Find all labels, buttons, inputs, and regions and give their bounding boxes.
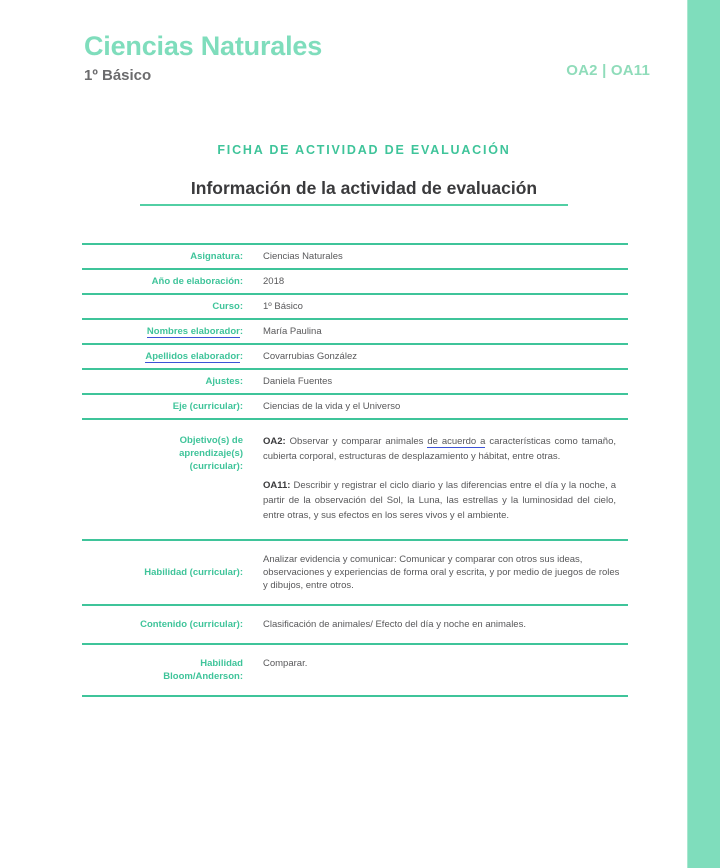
row-label-line: aprendizaje(s)	[179, 448, 243, 459]
page-title: Información de la actividad de evaluación	[190, 178, 538, 198]
row-label: Curso:	[212, 301, 243, 312]
row-value: 2018	[263, 276, 285, 287]
row-label: Año de elaboración:	[151, 276, 243, 287]
table-row-skill	[82, 540, 628, 605]
spellcheck-flagged-text: Nombres elaborador	[146, 326, 240, 337]
grammarcheck-flagged-text: de acuerdo a	[427, 436, 486, 447]
objective-text-after: características como tamaño, cubierta corporal, estructuras de desplazamiento y hábitat, entre otras.	[263, 436, 617, 462]
table-row	[82, 394, 628, 419]
table-row	[82, 244, 628, 269]
row-label-line: Bloom/Anderson:	[163, 671, 243, 682]
table-row-objectives	[82, 419, 628, 540]
row-value: Daniela Fuentes	[263, 376, 333, 387]
objective-code: OA11:	[263, 480, 291, 491]
activity-info-table	[82, 243, 628, 697]
row-label	[82, 344, 263, 369]
objective-oa11	[263, 478, 616, 523]
row-label: Asignatura:	[190, 251, 243, 262]
row-label: Ajustes:	[205, 376, 243, 387]
sheet-kicker: FICHA DE ACTIVIDAD DE EVALUACIÓN	[217, 143, 511, 157]
row-value: 1º Básico	[263, 301, 303, 312]
objective-text-before: Observar y comparar animales	[289, 436, 424, 447]
row-label-suffix: :	[239, 326, 243, 337]
row-label-line: (curricular):	[189, 461, 243, 472]
table-row	[82, 369, 628, 394]
objective-text: Describir y registrar el ciclo diario y las diferencias entre el día y la noche, a partir de la observación del Sol, la Luna, las estrellas y la luminosidad del cielo, entre otras, y sus efectos en los seres vivos y el ambiente.	[263, 480, 617, 521]
row-value: María Paulina	[263, 326, 322, 337]
row-value: Ciencias Naturales	[263, 251, 343, 262]
oa-codes-label: OA2 | OA11	[566, 62, 650, 79]
table-row-content	[82, 605, 628, 644]
row-label-line: Objetivo(s) de	[179, 435, 243, 446]
row-label-suffix: :	[239, 351, 243, 362]
row-label	[82, 319, 263, 344]
row-value: Analizar evidencia y comunicar: Comunicar y comparar con otros sus ideas, observaciones y experiencias de forma oral y escrita, y por medio de juegos de roles y dibujos, entre otros.	[263, 554, 620, 591]
row-value	[263, 419, 628, 540]
sidebar-accent-bar	[688, 0, 720, 868]
table-row	[82, 319, 628, 344]
table-row-bloom	[82, 644, 628, 696]
title-underline	[140, 204, 568, 206]
spellcheck-flagged-text: Apellidos elaborador	[145, 351, 240, 362]
row-value: Covarrubias González	[263, 351, 357, 362]
row-label: Habilidad (curricular):	[144, 567, 243, 578]
table-row	[82, 344, 628, 369]
row-label: Contenido (curricular):	[140, 619, 243, 630]
subject-title: Ciencias Naturales	[84, 31, 323, 61]
objective-oa2	[263, 434, 616, 464]
row-label-line: Habilidad	[200, 658, 243, 669]
row-value: Ciencias de la vida y el Universo	[263, 401, 401, 412]
document-header	[84, 30, 668, 104]
row-label	[82, 419, 263, 540]
row-label: Eje (curricular):	[172, 401, 243, 412]
row-label	[82, 644, 263, 696]
table-row	[82, 294, 628, 319]
grade-title: 1º Básico	[84, 67, 152, 84]
row-value: Clasificación de animales/ Efecto del día y noche en animales.	[263, 619, 526, 630]
objective-code: OA2:	[263, 436, 286, 447]
row-value: Comparar.	[263, 658, 308, 669]
table-row	[82, 269, 628, 294]
